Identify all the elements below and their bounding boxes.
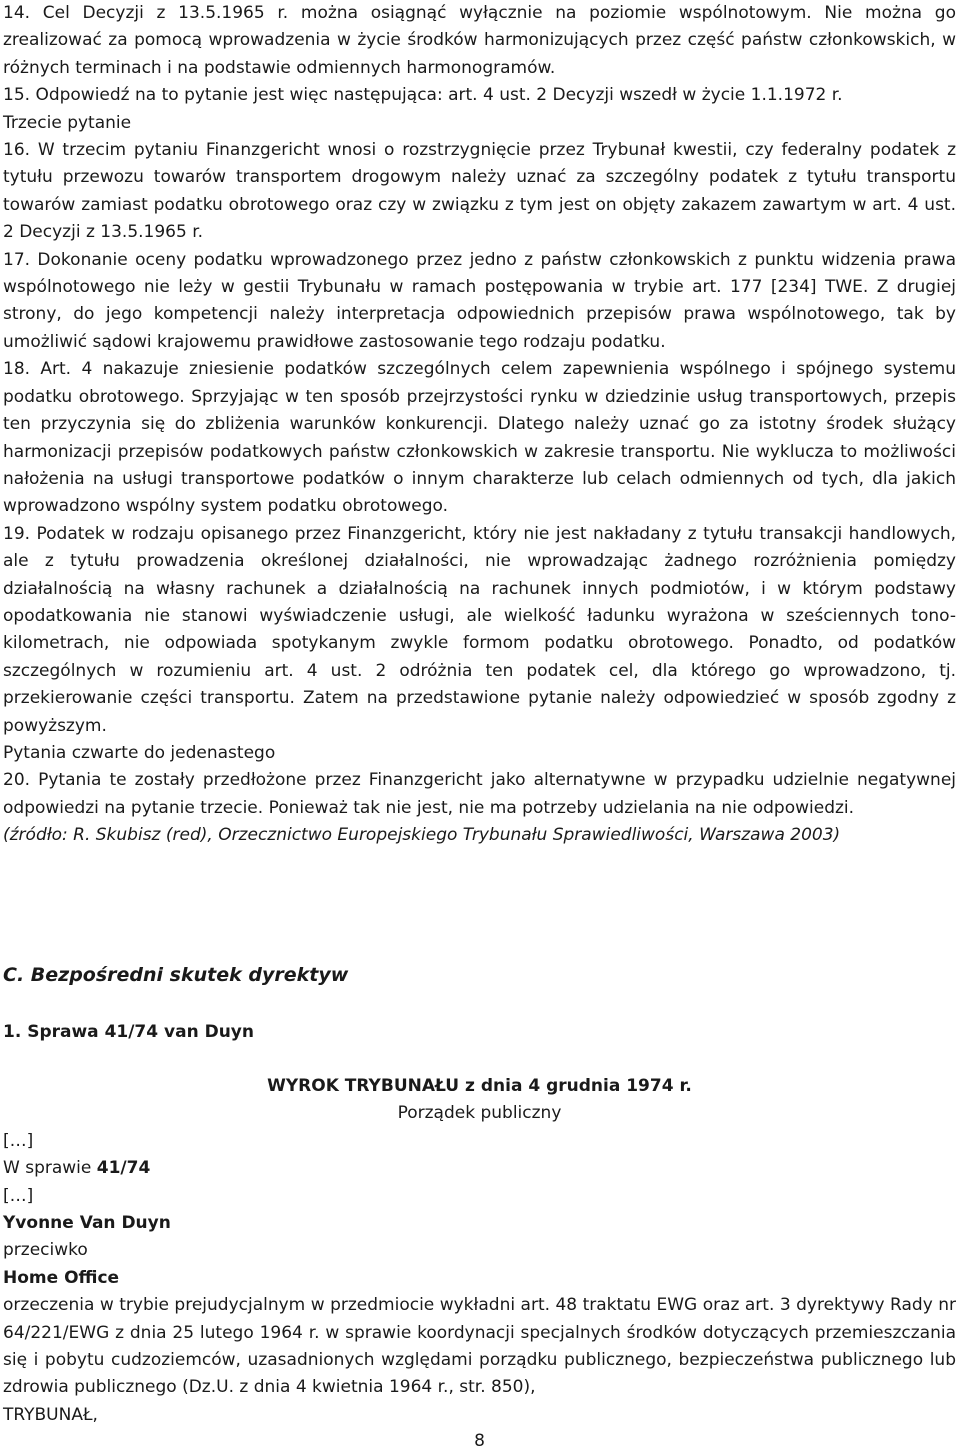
paragraph-18: 18. Art. 4 nakazuje zniesienie podatków szczególnych celem zapewnienia wspólnego i spójnego systemu podatku obrotowego. Sprzyjając w ten sposób przejrzystości rynku w dziedzinie usług transportowych, przepis ten przyczynia się do zbliżenia warunków konkurencji. Dlatego należy uznać go za istotny środek służący harmonizacji przepisów podatkowych państw członkowskich w zakresie transportu. Nie wyklucza to możliwości nałożenia na usługi transportowe podatków o innym charakterze lub celach odmiennych od tych, dla jakich wprowadzono wspólny system podatku obrotowego. [3,359,956,517]
subheading-third-question: Trzecie pytanie [3,112,132,133]
case-prefix: W sprawie [3,1158,97,1179]
judgment-subtitle: Porządek publiczny [397,1103,562,1124]
ellipsis: […] [3,1185,34,1206]
section-heading: C. Bezpośredni skutek dyrektyw [3,964,349,986]
versus-label: przeciwko [3,1240,88,1261]
judgment-block [3,1073,956,1429]
case-number: 41/74 [96,1158,151,1179]
judgment-title: WYROK TRYBUNAŁU z dnia 4 grudnia 1974 r. [267,1076,692,1096]
party-defendant: Home Office [3,1267,120,1288]
paragraph-16: 16. W trzecim pytaniu Finanzgericht wnosi o rozstrzygnięcie przez Trybunał kwestii, czy federalny podatek z tytułu przewozu towarów transportem drogowym należy uznać za szczególny podatek z tytułu transportu towarów zamiast podatku obrotowego oraz czy w związku z tym jest on objęty zakazem zawartym w art. 4 ust. 2 Decyzji z 13.5.1965 r. [3,140,956,243]
case-heading: 1. Sprawa 41/74 van Duyn [3,1022,254,1042]
court-label: TRYBUNAŁ, [3,1404,98,1425]
document-body [3,0,956,850]
document-page [3,0,956,1451]
source-citation: (źródło: R. Skubisz (red), Orzecznictwo Europejskiego Trybunału Sprawiedliwości, Warszawa 2003) [3,825,841,846]
page-number: 8 [474,1431,485,1451]
paragraph-17: 17. Dokonanie oceny podatku wprowadzonego przez jedno z państw członkowskich z punktu widzenia prawa wspólnotowego nie leży w gestii Trybunału w ramach postępowania w trybie art. 177 [234] TWE. Z drugiej strony, do jego kompetencji należy interpretacja odpowiednich przepisów prawa wspólnotowego, tak by umożliwić sądowi krajowemu prawidłowe zastosowanie tego rodzaju podatku. [3,249,956,352]
case-reference [3,1155,956,1182]
ellipsis: […] [3,1130,34,1151]
party-applicant: Yvonne Van Duyn [3,1213,171,1234]
ruling-text: orzeczenia w trybie prejudycjalnym w przedmiocie wykładni art. 48 traktatu EWG oraz art. 3 dyrektywy Rady nr 64/221/EWG z dnia 25 lutego 1964 r. w sprawie koordynacji specjalnych środków dotyczących przemieszczania się i pobytu cudzoziemców, uzasadnionych względami porządku publicznego, bezpieczeństwa publicznego lub zdrowia publicznego (Dz.U. z dnia 4 kwietnia 1964 r., str. 850), [3,1295,956,1398]
paragraph-15: 15. Odpowiedź na to pytanie jest więc następująca: art. 4 ust. 2 Decyzji wszedł w życie 1.1.1972 r. [3,85,843,106]
paragraph-19: 19. Podatek w rodzaju opisanego przez Finanzgericht, który nie jest nakładany z tytułu transakcji handlowych, ale z tytułu prowadzenia określonej działalności, nie wprowadzając żadnego rozróżnienia pomiędzy działalnością na własny rachunek a działalnością na rachunek innych podmiotów, i w którym podstawy opodatkowania nie stanowi wyświadczenie usługi, ale wielkość ładunku wyrażona w sześciennych tono-kilometrach, nie odpowiada spotykanym zwykle formom podatku obrotowego. Ponadto, od podatków szczególnych w rozumieniu art. 4 ust. 2 odróżnia ten podatek cel, dla którego go wprowadzono, tj. przekierowanie części transportu. Zatem na przedstawione pytanie należy odpowiedzieć w sposób zgodny z powyższym. [3,523,956,736]
paragraph-14: 14. Cel Decyzji z 13.5.1965 r. można osiągnąć wyłącznie na poziomie wspólnotowym. Nie można go zrealizować za pomocą wprowadzenia w życie środków harmonizujących przez część państw członkowskich, w różnych terminach i na podstawie odmiennych harmonogramów. [3,3,956,78]
subheading-fourth-to-eleventh: Pytania czwarte do jedenastego [3,742,276,763]
paragraph-20: 20. Pytania te zostały przedłożone przez Finanzgericht jako alternatywne w przypadku udzielnie negatywnej odpowiedzi na pytanie trzecie. Ponieważ tak nie jest, nie ma potrzeby udzielania na nie odpowiedzi. [3,770,956,818]
